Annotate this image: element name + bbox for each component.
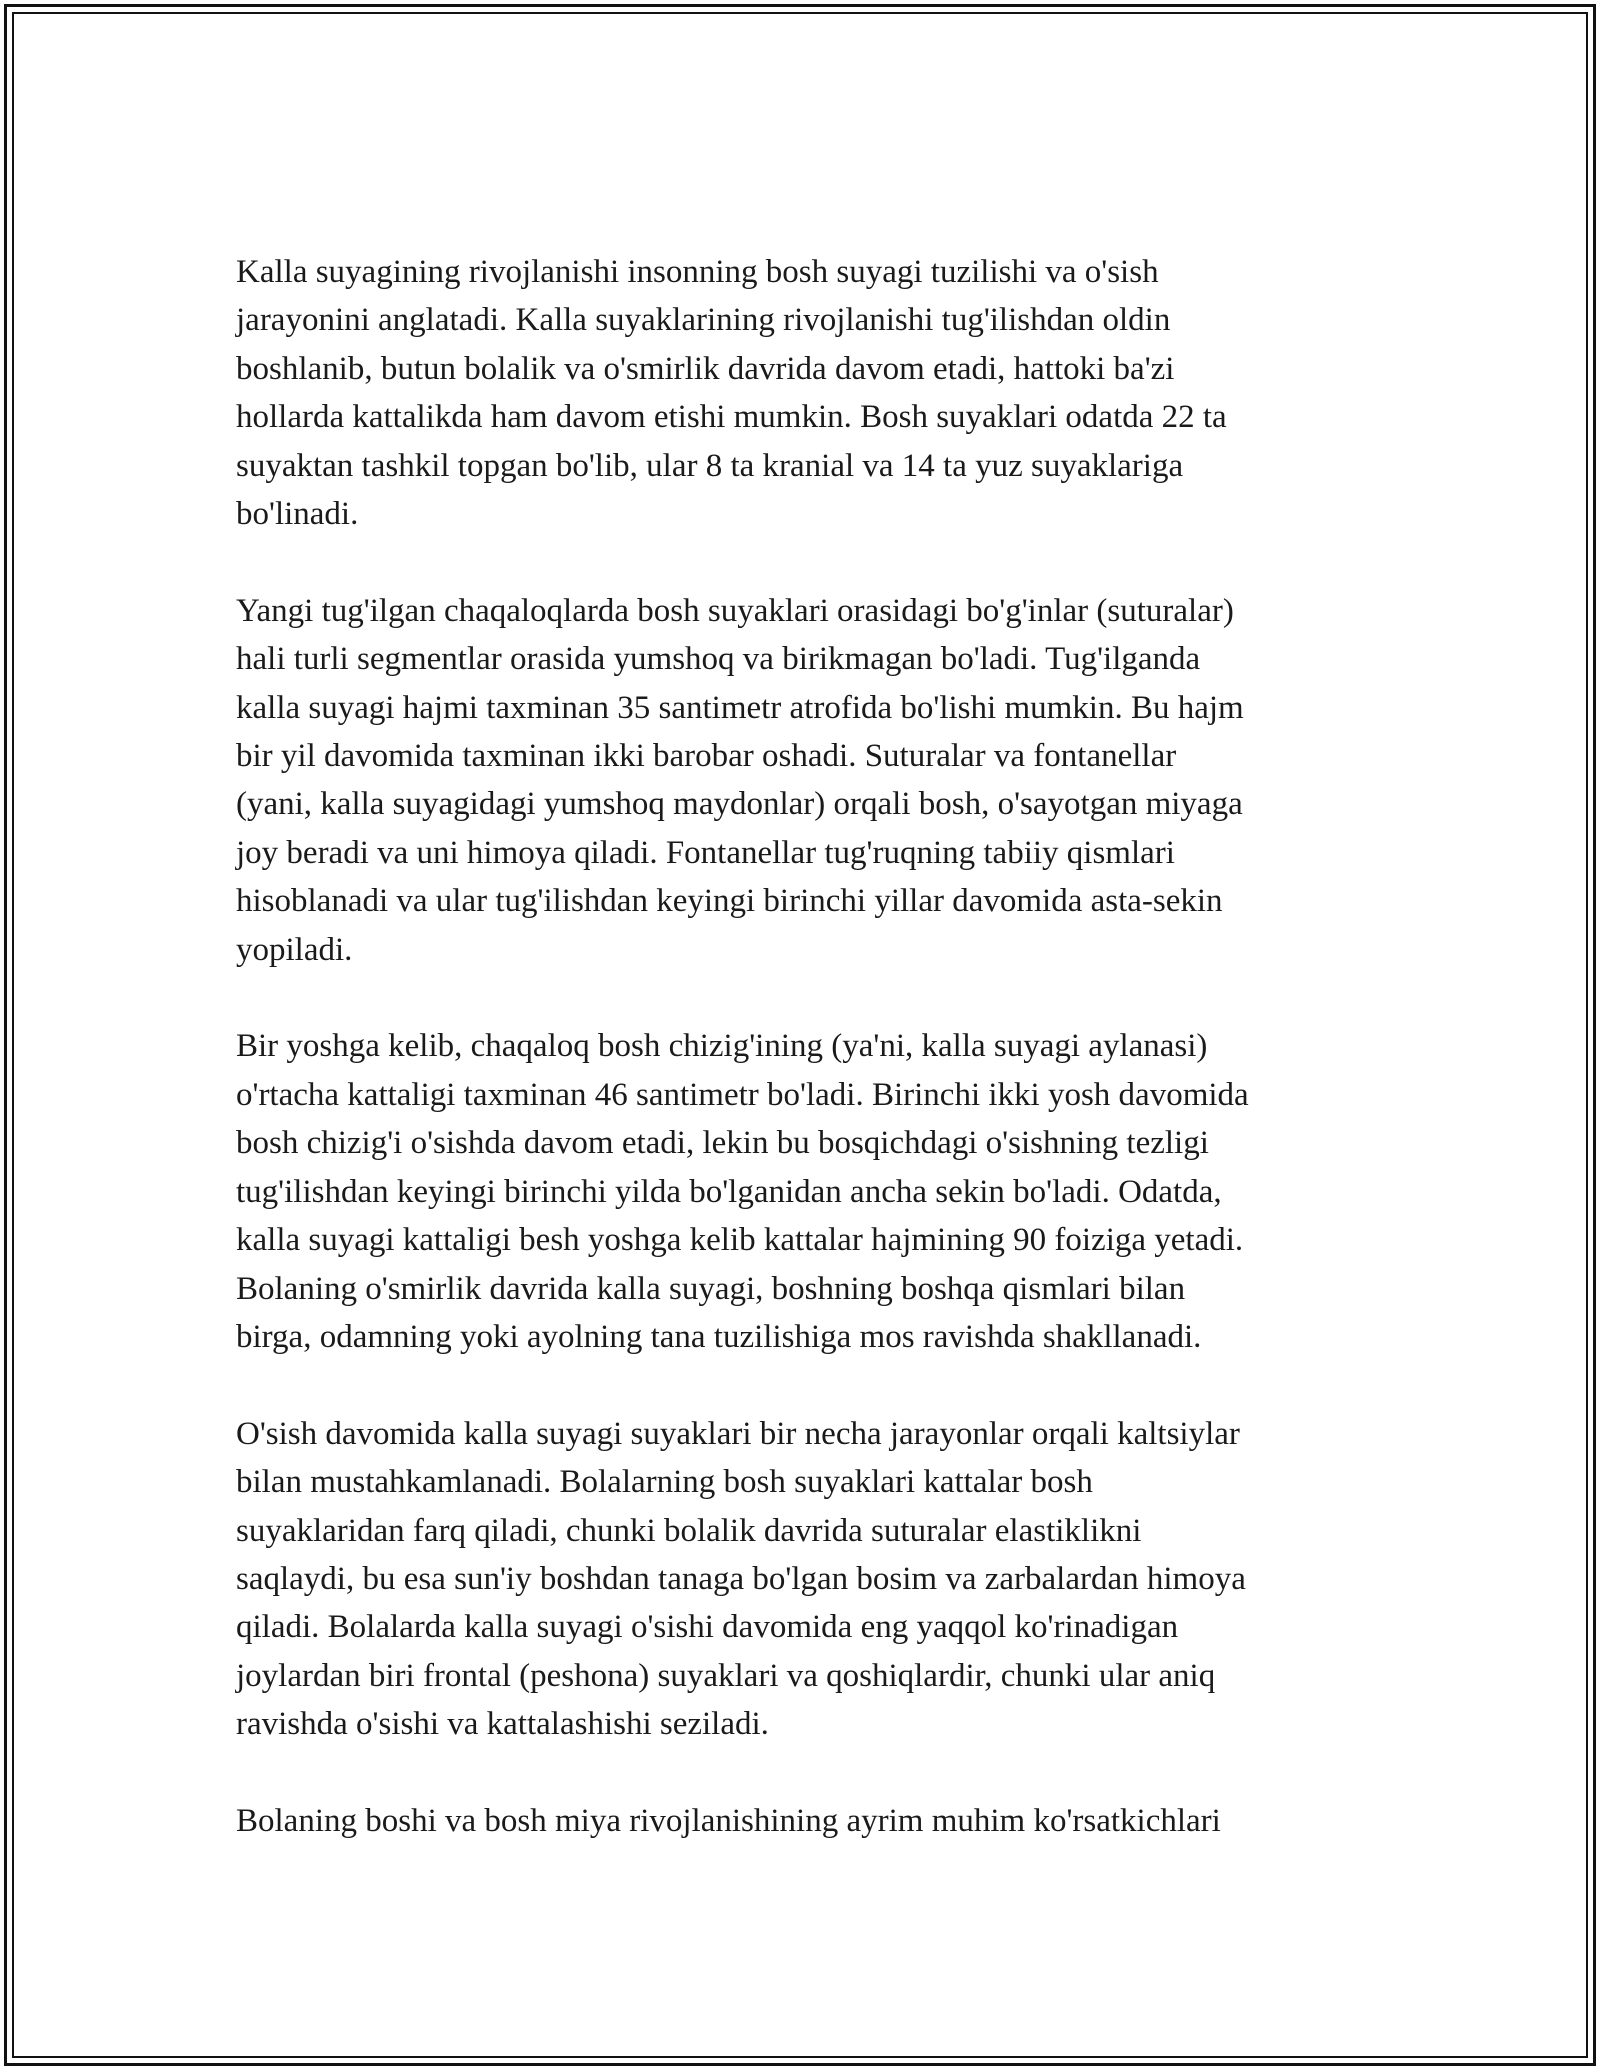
- text-line: boshlanib, butun bolalik va o'smirlik davrida davom etadi, hattoki ba'zi: [236, 350, 1175, 387]
- text-line: yopiladi.: [236, 931, 353, 968]
- text-line: bosh chizig'i o'sishda davom etadi, lekin bu bosqichdagi o'sishning tezligi: [236, 1125, 1209, 1162]
- text-line: tug'ilishdan keyingi birinchi yilda bo'lganidan ancha sekin bo'ladi. Odatda,: [236, 1173, 1222, 1210]
- text-line: Bolaning o'smirlik davrida kalla suyagi, boshning boshqa qismlari bilan: [236, 1270, 1186, 1307]
- text-line: Kalla suyagining rivojlanishi insonning bosh suyagi tuzilishi va o'sish: [236, 254, 1159, 290]
- text-line: bo'linadi.: [236, 496, 359, 533]
- text-line: saqlaydi, bu esa sun'iy boshdan tanaga bo'lgan bosim va zarbalardan himoya: [236, 1560, 1246, 1597]
- text-line: hali turli segmentlar orasida yumshoq va birikmagan bo'ladi. Tug'ilganda: [236, 641, 1201, 678]
- text-line: o'rtacha kattaligi taxminan 46 santimetr bo'ladi. Birinchi ikki yosh davomida: [236, 1076, 1249, 1113]
- text-line: Bir yoshga kelib, chaqaloq bosh chizig'ining (ya'ni, kalla suyagi aylanasi): [236, 1028, 1208, 1065]
- text-line: Yangi tug'ilgan chaqaloqlarda bosh suyaklari orasidagi bo'g'inlar (suturalar): [236, 592, 1234, 629]
- paragraph-2: [236, 587, 1386, 974]
- text-line: hollarda kattalikda ham davom etishi mumkin. Bosh suyaklari odatda 22 ta: [236, 399, 1227, 436]
- text-line: joylardan biri frontal (peshona) suyaklari va qoshiqlardir, chunki ular aniq: [236, 1657, 1216, 1694]
- paragraph-5: [236, 1797, 1386, 1845]
- text-line: suyaklaridan farq qiladi, chunki bolalik davrida suturalar elastiklikni: [236, 1512, 1142, 1549]
- text-line: joy beradi va uni himoya qiladi. Fontanellar tug'ruqning tabiiy qismlari: [236, 834, 1175, 871]
- text-line: birga, odamning yoki ayolning tana tuzilishiga mos ravishda shakllanadi.: [236, 1318, 1202, 1355]
- text-line: kalla suyagi hajmi taxminan 35 santimetr atrofida bo'lishi mumkin. Bu hajm: [236, 689, 1244, 726]
- paragraph-4: [236, 1410, 1386, 1749]
- text-line: Bolaning boshi va bosh miya rivojlanishining ayrim muhim ko'rsatkichlari: [236, 1802, 1221, 1839]
- document-body: [236, 248, 1386, 1894]
- text-line: bilan mustahkamlanadi. Bolalarning bosh suyaklari kattalar bosh: [236, 1464, 1093, 1501]
- paragraph-3: [236, 1022, 1386, 1361]
- text-line: bir yil davomida taxminan ikki barobar oshadi. Suturalar va fontanellar: [236, 738, 1177, 775]
- text-line: qiladi. Bolalarda kalla suyagi o'sishi davomida eng yaqqol ko'rinadigan: [236, 1609, 1179, 1646]
- text-line: suyaktan tashkil topgan bo'lib, ular 8 ta kranial va 14 ta yuz suyaklariga: [236, 447, 1184, 484]
- text-line: O'sish davomida kalla suyagi suyaklari bir necha jarayonlar orqali kaltsiylar: [236, 1415, 1240, 1452]
- text-line: kalla suyagi kattaligi besh yoshga kelib kattalar hajmining 90 foiziga yetadi.: [236, 1222, 1244, 1259]
- text-line: hisoblanadi va ular tug'ilishdan keyingi birinchi yillar davomida asta-sekin: [236, 883, 1223, 920]
- text-line: (yani, kalla suyagidagi yumshoq maydonlar) orqali bosh, o'sayotgan miyaga: [236, 786, 1243, 823]
- text-line: jarayonini anglatadi. Kalla suyaklarining rivojlanishi tug'ilishdan oldin: [236, 302, 1171, 339]
- paragraph-1: [236, 248, 1386, 538]
- text-line: ravishda o'sishi va kattalashishi seziladi.: [236, 1706, 769, 1743]
